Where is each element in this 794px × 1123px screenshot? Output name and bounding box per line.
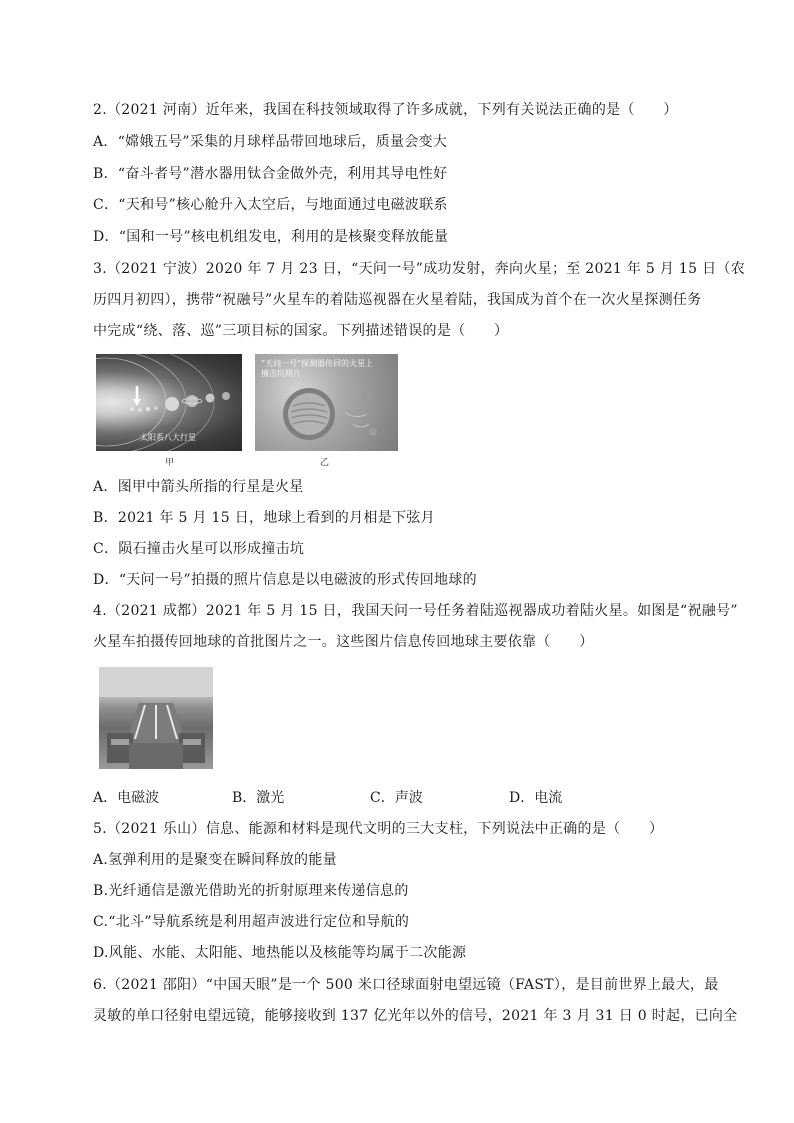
jia-caption: 甲 — [165, 458, 175, 468]
figure-jia-solar-system — [96, 354, 242, 451]
q2-stem: 2.（2021 河南）近年来，我国在科技领域取得了许多成就，下列有关说法正确的是（ ） — [93, 102, 678, 118]
figure-rover-photo — [99, 667, 213, 769]
q2-option-d: D．“国和一号”核电机组发电，利用的是核聚变释放能量 — [93, 229, 449, 245]
q4-stem-line-2: 火星车拍摄传回地球的首批图片之一。这些图片信息传回地球主要依靠（ ） — [93, 634, 594, 650]
q6-stem-line-1: 6.（2021 邵阳）“中国天眼”是一个 500 米口径球面射电望远镜（FAST），是目前世界上最大，最 — [93, 977, 719, 993]
q4-option-b: B．激光 — [232, 790, 285, 806]
q2-option-a: A．“嫦娥五号”采集的月球样品带回地球后，质量会变大 — [93, 134, 448, 150]
q3-option-b: B．2021 年 5 月 15 日，地球上看到的月相是下弦月 — [93, 510, 435, 526]
q3-stem-line-3: 中完成“绕、落、巡”三项目标的国家。下列描述错误的是（ ） — [93, 323, 509, 339]
q4-stem-line-1: 4.（2021 成都）2021 年 5 月 15 日，我国天问一号任务着陆巡视器成功着陆火星。如图是“祝融号” — [93, 603, 738, 619]
q2-option-b: B．“奋斗者号”潜水器用钛合金做外壳，利用其导电性好 — [93, 166, 448, 182]
q5-option-a: A.氢弹利用的是聚变在瞬间释放的能量 — [93, 852, 337, 868]
q4-option-d: D．电流 — [509, 790, 563, 806]
q2-option-c: C．“天和号”核心舱升入太空后，与地面通过电磁波联系 — [93, 197, 448, 213]
q5-option-c: C.“北斗”导航系统是利用超声波进行定位和导航的 — [93, 914, 410, 930]
q6-stem-line-2: 灵敏的单口径射电望远镜，能够接收到 137 亿光年以外的信号，2021 年 3 月 31 日 0 时起，已向全 — [93, 1008, 738, 1024]
yi-caption: 乙 — [320, 458, 330, 468]
q5-stem: 5.（2021 乐山）信息、能源和材料是现代文明的三大支柱，下列说法中正确的是（ ） — [93, 821, 664, 837]
q5-option-d: D.风能、水能、太阳能、地热能以及核能等均属于二次能源 — [93, 945, 467, 961]
q3-option-d: D．“天问一号”拍摄的照片信息是以电磁波的形式传回地球的 — [93, 572, 477, 588]
q5-option-b: B.光纤通信是激光借助光的折射原理来传递信息的 — [93, 883, 409, 899]
jia-label: 太阳系八大行星 — [140, 433, 196, 442]
figure-yi-mars-crater — [255, 354, 398, 451]
q3-stem-line-2: 历四月初四），携带“祝融号”火星车的着陆巡视器在火星着陆，我国成为首个在一次火星探测任务 — [93, 292, 702, 308]
rover-ramp-photo — [99, 667, 213, 769]
q3-option-a: A．图甲中箭头所指的行星是火星 — [93, 479, 304, 495]
q3-stem-line-1: 3.（2021 宁波）2020 年 7 月 23 日，“天问一号”成功发射，奔向火星；至 2021 年 5 月 15 日（农 — [93, 261, 746, 277]
q4-option-a: A．电磁波 — [93, 790, 160, 806]
q3-option-c: C．陨石撞击火星可以形成撞击坑 — [93, 541, 305, 557]
yi-label-line-2: 撞击坑照片 — [261, 369, 301, 378]
yi-label-line-1: “天问一号”探测器传回的火星上 — [261, 359, 374, 368]
q4-option-c: C．声波 — [370, 790, 423, 806]
